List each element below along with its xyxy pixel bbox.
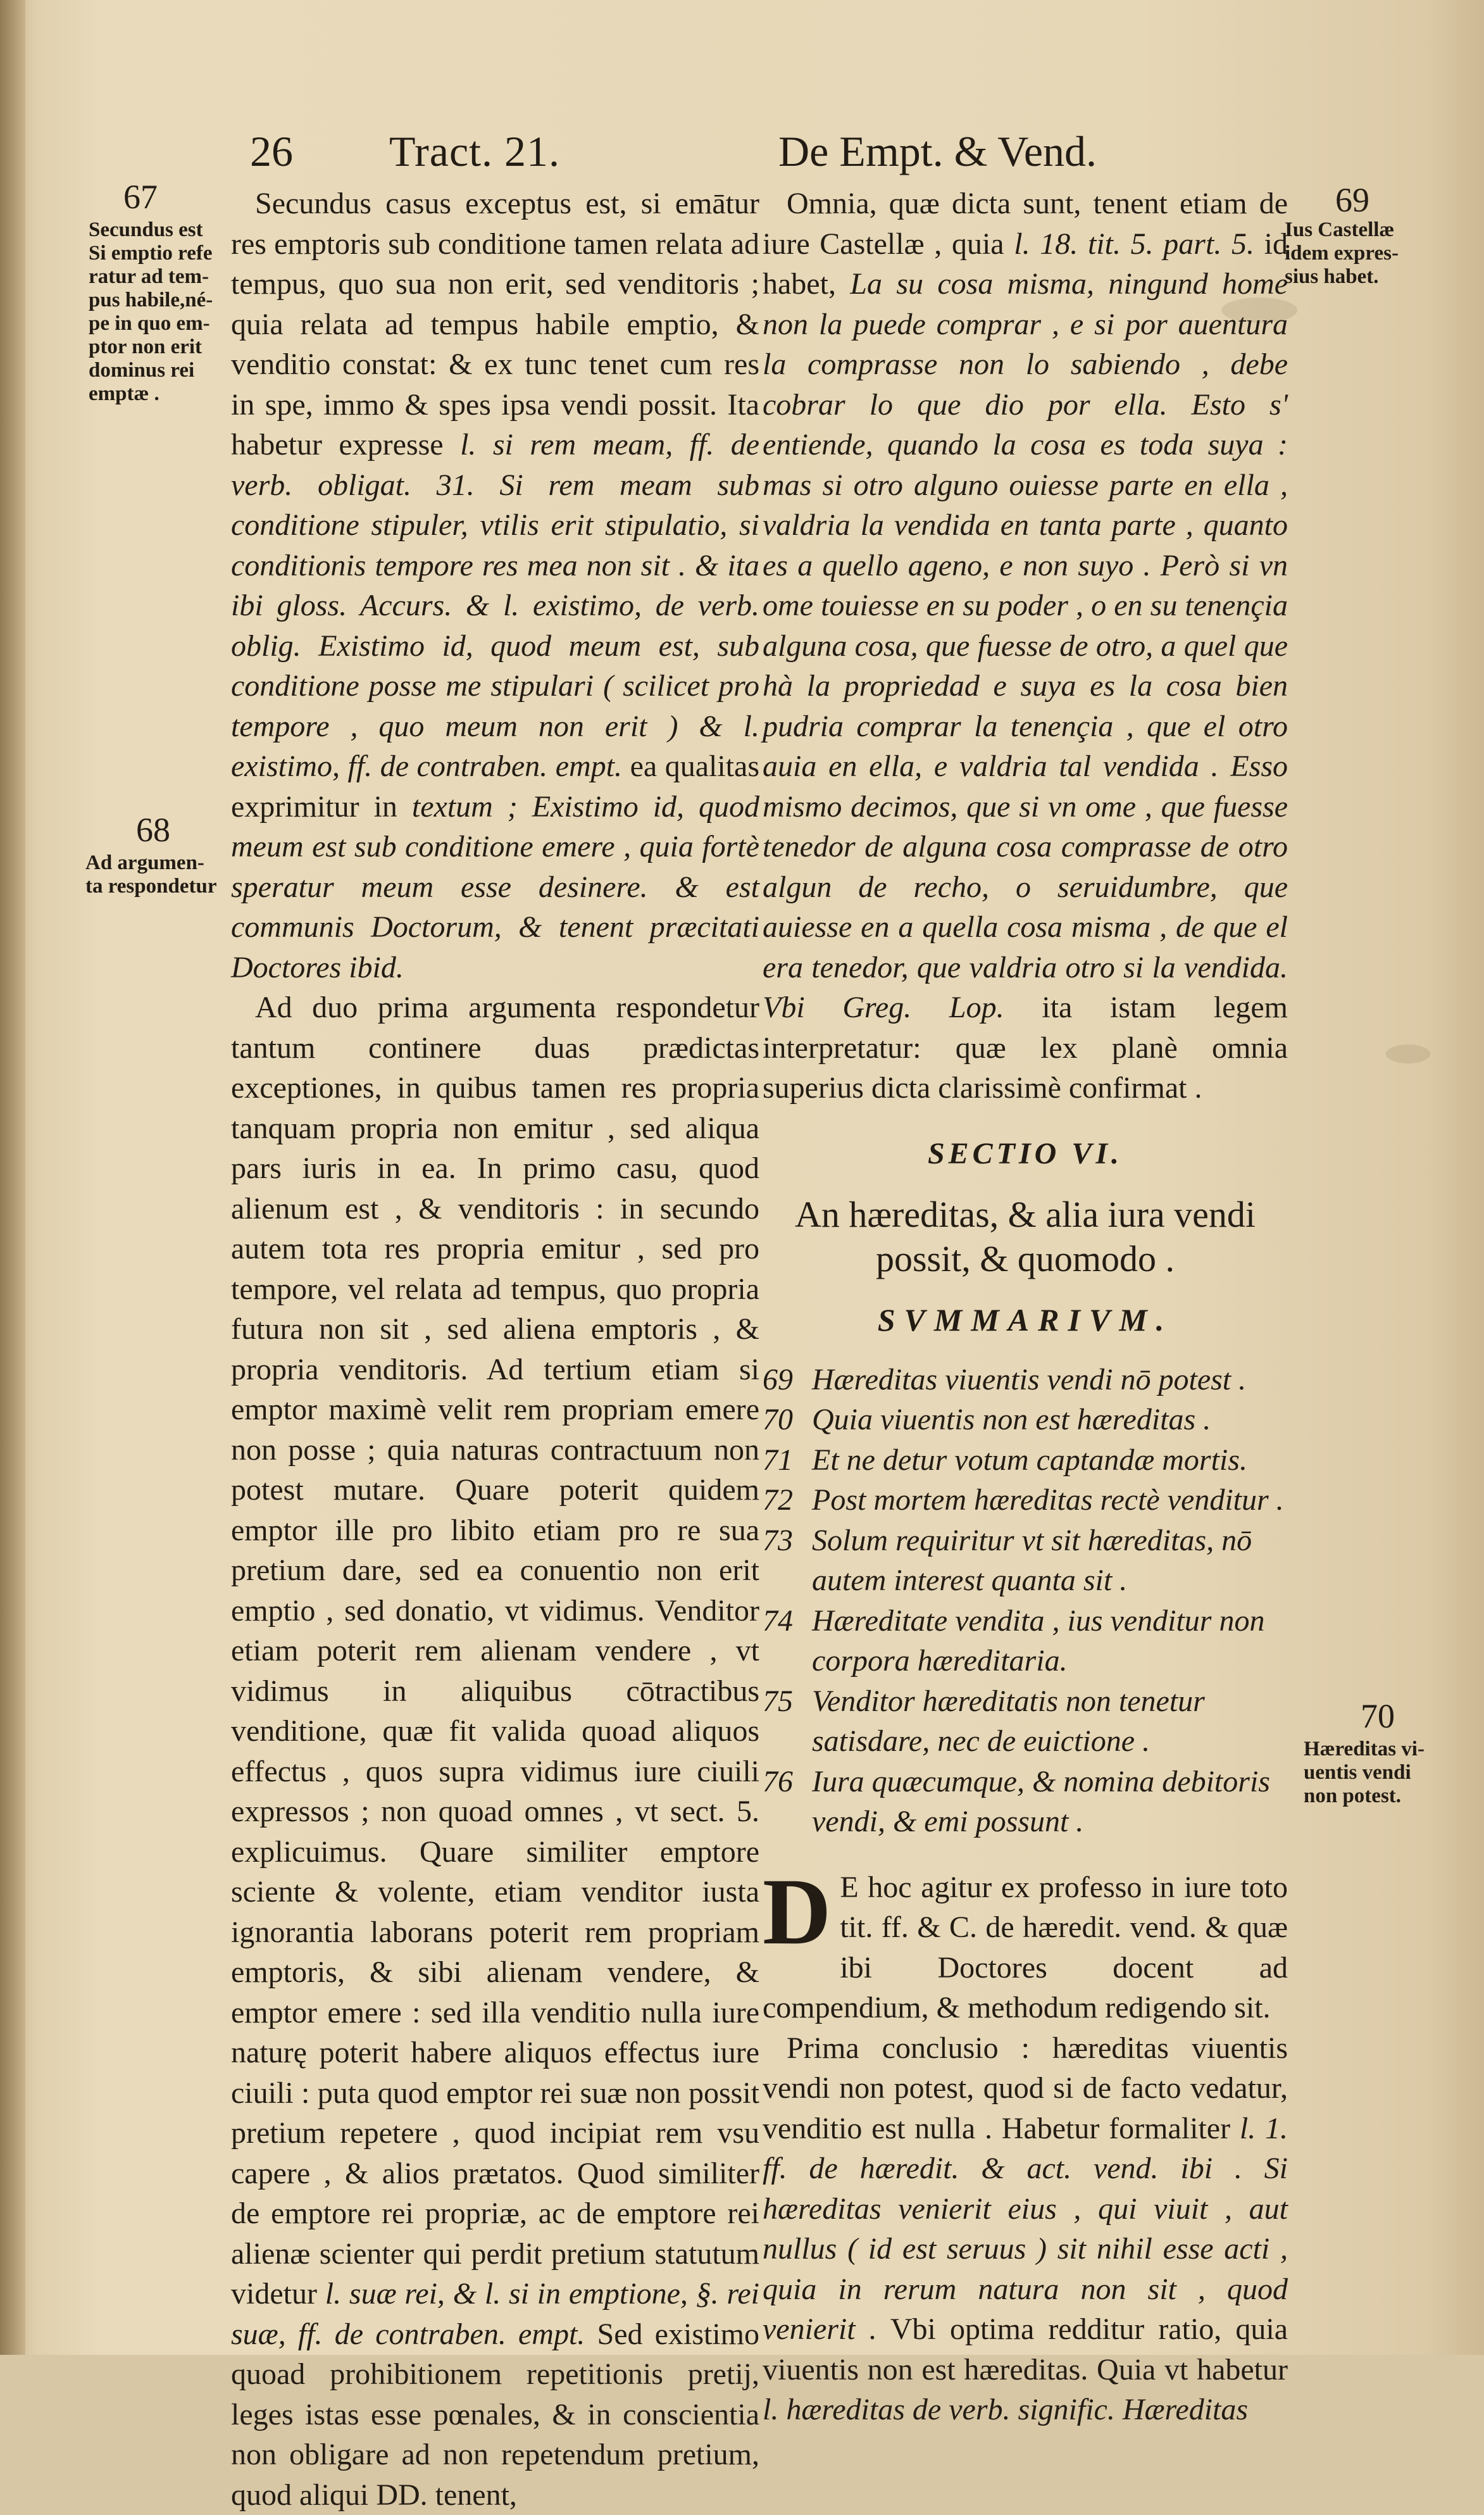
- margin-note-67: [89, 218, 225, 406]
- summary-number: 72: [763, 1483, 793, 1517]
- text-run: Vbi optima redditur ratio, quia viuentis non est hæreditas. Quia vt habetur: [763, 2312, 1288, 2386]
- margin-line: ratur ad tem-: [89, 265, 209, 288]
- paragraph-ius-castellae: [763, 184, 1288, 1108]
- summary-text: Hæreditate vendita , ius venditur non corpora hæreditaria.: [812, 1603, 1265, 1678]
- margin-number-69: 69: [1335, 181, 1369, 219]
- summary-number: 76: [763, 1764, 793, 1798]
- citation-text: l. hæreditas de verb. signific. Hæreditas: [763, 2393, 1249, 2426]
- summary-item: [763, 1762, 1288, 1842]
- summary-item: [763, 1601, 1288, 1681]
- summary-text: Iura quæcumque, & nomina debitoris vendi, & emi possunt .: [812, 1764, 1270, 1838]
- summary-text: Venditor hæreditatis non tenetur satisdare, nec de euictione .: [812, 1684, 1205, 1758]
- margin-line: Hæreditas vi-: [1304, 1738, 1425, 1760]
- text-run: id habet,: [763, 227, 1288, 301]
- right-text-column: [763, 184, 1288, 2430]
- summary-item: [763, 1440, 1288, 1481]
- summary-number: 75: [763, 1684, 793, 1718]
- margin-number-70: 70: [1361, 1697, 1395, 1735]
- summary-list: [763, 1360, 1288, 1842]
- spanish-quotation: La su cosa misma, ningund home non la puede comprar , e si por auentura la comprasse non lo sabiendo , debe cobrar lo que dio por ella. Esto s' entiende, quando la cosa es toda suya : mas si otro alguno ouiesse parte en ella , valdria la vendida en tanta parte , quanto es a quello ageno, e non suyo . Però si vn ome touiesse en su poder , o en su tenençia alguna cosa, que fuesse de otro, a quel que hà la propriedad e suya es la cosa bien pudria comprar la tenençia , que el otro auia en ella, e valdria tal vendida . Esso mismo decimos, que si vn ome , que fuesse tenedor de alguna cosa comprasse de otro algun de recho, o seruidumbre, que auiesse en a quella cosa misma , de que el era tenedor, que valdria otro si la vendida.: [763, 267, 1288, 984]
- margin-line: sius habet.: [1285, 265, 1379, 288]
- citation-text: textum ; Existimo id, quod meum est sub conditione emere , quia fortè speratur meum esse desinere. & est communis Doctorum, & tenent præcitati Doctores ibid.: [231, 789, 759, 984]
- ink-smudge: [1386, 1044, 1430, 1063]
- tractatus-header: Tract. 21.: [389, 127, 561, 175]
- text-run: Secundus casus exceptus est, si emātur res emptoris sub conditione tamen relata ad tempus, quo sua non erit, sed venditoris ; quia relata ad tempus habile emptio, & venditio constat: & ex tunc tenet cum res in spe, immo & spes ipsa vendi possit. Ita habetur expresse: [231, 187, 759, 461]
- margin-line: idem expres-: [1285, 242, 1399, 265]
- citation-text: l. 18. tit. 5. part. 5.: [1014, 227, 1254, 261]
- summary-number: 71: [763, 1443, 793, 1477]
- summary-number: 70: [763, 1403, 793, 1436]
- page-number: 26: [250, 127, 293, 175]
- paragraph-prima-conclusio: [763, 2028, 1288, 2430]
- margin-line: Ad argumen-: [85, 851, 204, 874]
- text-run: Sed existimo quoad prohibitionem repetitionis pretij, leges istas esse pœnales, & in conscientia non obligare ad non repetendum pretium, quod aliqui DD. tenent,: [231, 2317, 760, 2512]
- margin-note-70: [1304, 1738, 1456, 1808]
- text-run: E hoc agitur ex professo in iure toto tit. ff. & C. de hæredit. vend. & quæ ibi Doctores docent ad compendium, & methodum redigendo sit.: [763, 1870, 1288, 2024]
- summary-item: [763, 1400, 1288, 1440]
- summary-item: [763, 1681, 1288, 1762]
- text-run: ita istam legem interpretatur: quæ lex planè omnia superius dicta clarissimè confirmat .: [763, 991, 1288, 1105]
- paragraph-de-hoc: [763, 1859, 1288, 2028]
- margin-line: Secundus est: [89, 218, 203, 241]
- summary-text: Hæreditas viuentis vendi nō potest .: [812, 1362, 1247, 1396]
- summary-number: 74: [763, 1603, 793, 1638]
- margin-line: ta respondetur: [85, 875, 217, 898]
- margin-line: non potest.: [1304, 1784, 1402, 1807]
- book-spine: [0, 0, 25, 2355]
- margin-line: dominus rei: [89, 359, 195, 382]
- margin-line: emptæ .: [89, 382, 159, 405]
- margin-line: pus habile,né-: [89, 289, 213, 311]
- summary-number: 69: [763, 1362, 793, 1396]
- drop-cap: D: [763, 1859, 832, 1964]
- paragraph-secundus-casus: [231, 184, 759, 988]
- paragraph-ad-duo-prima: [231, 988, 759, 2515]
- text-run: Prima conclusio : hæreditas viuentis vendi non potest, quod si de facto vedatur, venditio est nulla . Habetur formaliter: [763, 2031, 1288, 2145]
- citation-text: l. si rem meam, ff. de verb. obligat. 31. Si rem meam sub conditione stipuler, vtilis erit stipulatio, si conditionis tempore res mea non sit . & ita ibi gloss. Accurs. & l. existimo, de verb. oblig. Existimo id, quod meum est, sub conditione posse me stipulari ( scilicet pro tempore , quo meum non erit ) & l. existimo, ff. de contraben. empt.: [231, 428, 760, 783]
- citation-text: Vbi Greg. Lop.: [763, 991, 1004, 1024]
- summary-item: [763, 1480, 1288, 1521]
- summary-text: Solum requiritur vt sit hæreditas, nō autem interest quanta sit .: [812, 1523, 1252, 1597]
- text-run: ea qualitas exprimitur in: [231, 749, 760, 824]
- summary-text: Quia viuentis non est hæreditas .: [812, 1403, 1211, 1436]
- summarium-heading: SVMMARIVM.: [877, 1302, 1173, 1338]
- summary-number: 73: [763, 1523, 793, 1557]
- margin-note-69: [1285, 218, 1437, 289]
- section-question: An hæreditas, & alia iura vendi possit, & quomodo .: [794, 1194, 1256, 1279]
- running-title: De Empt. & Vend.: [778, 127, 1097, 175]
- margin-line: pe in quo em-: [89, 312, 210, 335]
- margin-line: ptor non erit: [89, 336, 203, 358]
- margin-line: Si emptio refe: [89, 242, 213, 265]
- margin-number-67: 67: [123, 178, 158, 216]
- text-run: Omnia, quæ dicta sunt, tenent etiam de iure Castellæ , quia: [763, 187, 1288, 261]
- left-text-column: [231, 184, 759, 2515]
- summary-text: Et ne detur votum captandæ mortis.: [812, 1443, 1247, 1477]
- text-run: Ad duo prima argumenta respondetur tantum continere duas prædictas exceptiones, in quibus tamen res propria tanquam propria non emitur , sed aliqua pars iuris in ea. In primo casu, quod alienum est , & venditoris : in secundo autem tota res propria emitur , sed pro tempore, vel relata ad tempus, quo propria futura non sit , sed aliena emptoris , & propria venditoris. Ad tertium etiam si emptor maximè velit rem propriam emere non posse ; quia naturas contractuum non potest mutare. Quare poterit quidem emptor ille pro libito etiam pro re sua pretium dare, sed ea conuentio non erit emptio , sed donatio, vt vidimus. Venditor etiam poterit rem alienam vendere , vt vidimus in aliquibus cōtractibus venditione, quæ fit valida quoad aliquos effectus , quos supra vidimus iure ciuili expressos ; non quoad omnes , vt sect. 5. explicuimus. Quare similiter emptore sciente & volente, etiam venditor iusta ignorantia laborans poterit rem propriam emptoris, & sibi alienam vendere, & emptor emere : sed illa venditio nulla iure naturę poterit habere aliquos effectus iure ciuili : puta quod emptor rei suæ non possit pretium repetere , quod incipiat rem vsu capere , & alios prætatos. Quod similiter de emptore rei propriæ, ac de emptore rei alienæ scienter qui perdit pretium statutum videtur: [231, 991, 759, 2311]
- margin-number-68: 68: [136, 811, 170, 849]
- summary-item: [763, 1521, 1288, 1601]
- margin-line: uentis vendi: [1304, 1761, 1411, 1784]
- citation-text: l. suæ rei, & l. si in emptione, §. rei suæ, ff. de contraben. empt.: [231, 2277, 760, 2351]
- citation-text: l. 1. ff. de hæredit. & act. vend. ibi . Si hæreditas venierit eius , qui viuit , aut nullus ( id est seruus ) sit nihil esse acti , quia in rerum natura non sit , quod venierit .: [763, 2111, 1288, 2346]
- summary-text: Post mortem hæreditas rectè venditur .: [812, 1483, 1284, 1517]
- section-heading: SECTIO VI.: [927, 1136, 1123, 1170]
- margin-note-68: [85, 851, 228, 898]
- margin-line: Ius Castellæ: [1285, 218, 1395, 241]
- summary-item: [763, 1360, 1288, 1400]
